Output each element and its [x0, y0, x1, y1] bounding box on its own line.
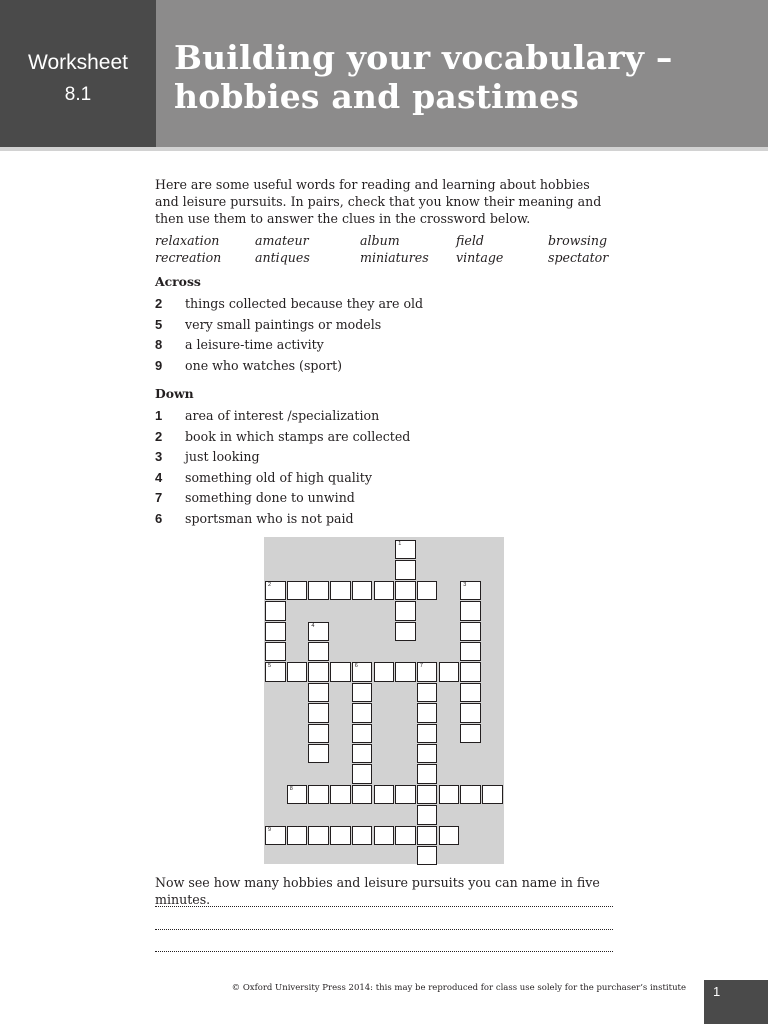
- clue-number: 9: [155, 357, 163, 373]
- crossword-cell[interactable]: [417, 703, 438, 722]
- clue-text: things collected because they are old: [185, 296, 424, 311]
- page-title: [174, 38, 673, 116]
- crossword-cell[interactable]: [308, 581, 329, 600]
- clue-number: 7: [155, 490, 163, 505]
- crossword-cell[interactable]: [417, 724, 438, 743]
- across-clues: [155, 294, 615, 376]
- worksheet-body: [155, 176, 615, 529]
- crossword-cell[interactable]: [330, 826, 351, 845]
- clue-item: [155, 427, 615, 448]
- crossword-cell[interactable]: [374, 785, 395, 804]
- crossword-clue-number: 9: [268, 826, 272, 833]
- final-task: [155, 874, 615, 908]
- clue-item: [155, 335, 615, 356]
- crossword-cell[interactable]: [482, 785, 503, 804]
- crossword-cell[interactable]: [265, 662, 286, 681]
- crossword-cell[interactable]: [308, 826, 329, 845]
- clue-item: [155, 294, 615, 315]
- crossword-cell[interactable]: [308, 683, 329, 702]
- crossword-cell[interactable]: [352, 744, 373, 763]
- crossword-cell[interactable]: [374, 581, 395, 600]
- answer-line[interactable]: [155, 906, 613, 907]
- clue-number: 1: [155, 408, 163, 423]
- clue-number: 5: [155, 316, 163, 332]
- crossword-clue-number: 5: [268, 663, 272, 670]
- crossword-cell[interactable]: [330, 581, 351, 600]
- copyright-notice: © Oxford University Press 2014: this may be reproduced for class use solely for the purchaser’s institute: [231, 983, 686, 993]
- crossword-cell[interactable]: [330, 662, 351, 681]
- crossword-cell[interactable]: [352, 724, 373, 743]
- crossword-cell[interactable]: [460, 785, 481, 804]
- crossword-cell[interactable]: [395, 826, 416, 845]
- crossword-cell[interactable]: [308, 642, 329, 661]
- crossword-cell[interactable]: [265, 826, 286, 845]
- clue-number: 4: [155, 469, 163, 485]
- crossword-cell[interactable]: [287, 662, 308, 681]
- final-prompt: Now see how many hobbies and leisure pursuits you can name in five minutes.: [155, 875, 600, 907]
- crossword-cell[interactable]: [439, 826, 460, 845]
- crossword-cell[interactable]: [374, 662, 395, 681]
- clue-number: 6: [155, 510, 163, 526]
- clue-text: very small paintings or models: [185, 316, 382, 332]
- down-heading: Down: [155, 386, 194, 401]
- word-bank: [155, 232, 615, 266]
- crossword-cell[interactable]: [460, 724, 481, 743]
- crossword-cell[interactable]: [417, 744, 438, 763]
- word-bank-item: field: [456, 233, 484, 248]
- crossword-cell[interactable]: [287, 826, 308, 845]
- worksheet-badge: [0, 0, 156, 147]
- crossword-cell[interactable]: [417, 785, 438, 804]
- word-bank-item: relaxation: [155, 233, 220, 248]
- crossword-cell[interactable]: [352, 703, 373, 722]
- clue-item: [155, 468, 615, 489]
- crossword-cell[interactable]: [439, 785, 460, 804]
- crossword-cell[interactable]: [460, 662, 481, 681]
- crossword-cell[interactable]: [439, 662, 460, 681]
- crossword-cell[interactable]: [395, 785, 416, 804]
- title-line-2: hobbies and pastimes: [174, 77, 579, 116]
- crossword-cell[interactable]: [417, 805, 438, 824]
- crossword-cell[interactable]: [460, 703, 481, 722]
- crossword-cell[interactable]: [417, 683, 438, 702]
- crossword-cell[interactable]: [308, 703, 329, 722]
- crossword-cell[interactable]: [460, 581, 481, 600]
- crossword-cell[interactable]: [460, 601, 481, 620]
- crossword-cell[interactable]: [352, 826, 373, 845]
- answer-line[interactable]: [155, 951, 613, 952]
- word-bank-item: spectator: [548, 250, 609, 265]
- crossword-clue-number: 1: [398, 541, 402, 547]
- clue-item: [155, 509, 615, 530]
- crossword-cell[interactable]: [417, 581, 438, 600]
- crossword-cell[interactable]: [417, 764, 438, 783]
- crossword-cell[interactable]: [395, 560, 416, 579]
- crossword-cell[interactable]: [374, 826, 395, 845]
- across-heading: Across: [155, 274, 201, 289]
- clue-text: area of interest /specialization: [185, 408, 380, 423]
- crossword-cell[interactable]: [287, 785, 308, 804]
- clue-text: something old of high quality: [185, 469, 372, 485]
- crossword-cell[interactable]: [417, 826, 438, 845]
- crossword-cell[interactable]: [308, 662, 329, 681]
- clue-item: [155, 356, 615, 377]
- crossword-cell[interactable]: [417, 846, 438, 865]
- clue-number: 2: [155, 428, 163, 444]
- header-divider: [0, 147, 768, 151]
- down-clues: [155, 406, 615, 529]
- clue-item: [155, 315, 615, 336]
- word-bank-item: miniatures: [360, 250, 429, 265]
- clue-item: [155, 447, 615, 468]
- crossword-clue-number: 6: [354, 663, 358, 670]
- crossword-cell[interactable]: [460, 683, 481, 702]
- crossword-cell[interactable]: [460, 622, 481, 641]
- crossword-cell[interactable]: [330, 785, 351, 804]
- crossword-clue-number: 4: [311, 622, 315, 629]
- crossword-cell[interactable]: [352, 764, 373, 783]
- worksheet-number: 8.1: [64, 84, 92, 105]
- crossword-cell[interactable]: [460, 642, 481, 661]
- clue-number: 3: [155, 449, 163, 464]
- crossword-cell[interactable]: [308, 622, 329, 641]
- crossword-cell[interactable]: [265, 601, 286, 620]
- word-bank-item: album: [360, 233, 400, 248]
- crossword-cell[interactable]: [395, 622, 416, 641]
- crossword-cell[interactable]: [352, 785, 373, 804]
- crossword-cell[interactable]: [265, 581, 286, 600]
- title-banner: [156, 0, 768, 147]
- word-bank-item: antiques: [255, 250, 310, 265]
- crossword-clue-number: 7: [419, 663, 423, 670]
- page-number: 1: [713, 984, 721, 999]
- crossword-clue-number: 3: [463, 581, 467, 588]
- crossword-cell[interactable]: [308, 724, 329, 743]
- page-number-box: [704, 980, 768, 1024]
- clue-number: 2: [155, 296, 163, 311]
- crossword-cell[interactable]: [287, 581, 308, 600]
- crossword-cell[interactable]: [352, 662, 373, 681]
- crossword-cell[interactable]: [395, 540, 416, 559]
- crossword-cell[interactable]: [395, 601, 416, 620]
- crossword-cell[interactable]: [265, 622, 286, 641]
- title-line-1: Building your vocabulary –: [174, 38, 673, 77]
- clue-text: just looking: [185, 449, 260, 464]
- crossword-cell[interactable]: [265, 642, 286, 661]
- word-bank-item: browsing: [548, 233, 608, 248]
- clue-text: sportsman who is not paid: [185, 510, 354, 526]
- crossword-cell[interactable]: [352, 581, 373, 600]
- clue-text: something done to unwind: [185, 490, 355, 505]
- clue-text: one who watches (sport): [185, 357, 343, 373]
- clue-text: book in which stamps are collected: [185, 428, 411, 444]
- crossword-cell[interactable]: [308, 744, 329, 763]
- crossword-cell[interactable]: [352, 683, 373, 702]
- crossword-cell[interactable]: [395, 662, 416, 681]
- crossword-clue-number: 2: [268, 581, 272, 588]
- crossword-grid: [264, 537, 504, 864]
- crossword-cell[interactable]: [395, 581, 416, 600]
- crossword-cell[interactable]: [417, 662, 438, 681]
- word-bank-item: recreation: [155, 250, 222, 265]
- clue-text: a leisure-time activity: [185, 337, 324, 352]
- worksheet-label: Worksheet: [28, 51, 128, 74]
- clue-item: [155, 488, 615, 509]
- intro-text: Here are some useful words for reading and learning about hobbies and leisure pursuits. In pairs, check that you know their meaning and then use them to answer the clues in the crossword below.: [155, 177, 602, 226]
- word-bank-item: amateur: [255, 233, 309, 248]
- answer-line[interactable]: [155, 929, 613, 930]
- crossword-clue-number: 8: [289, 785, 293, 792]
- crossword-cell[interactable]: [308, 785, 329, 804]
- word-bank-item: vintage: [456, 250, 504, 265]
- clue-number: 8: [155, 337, 163, 352]
- clue-item: [155, 406, 615, 427]
